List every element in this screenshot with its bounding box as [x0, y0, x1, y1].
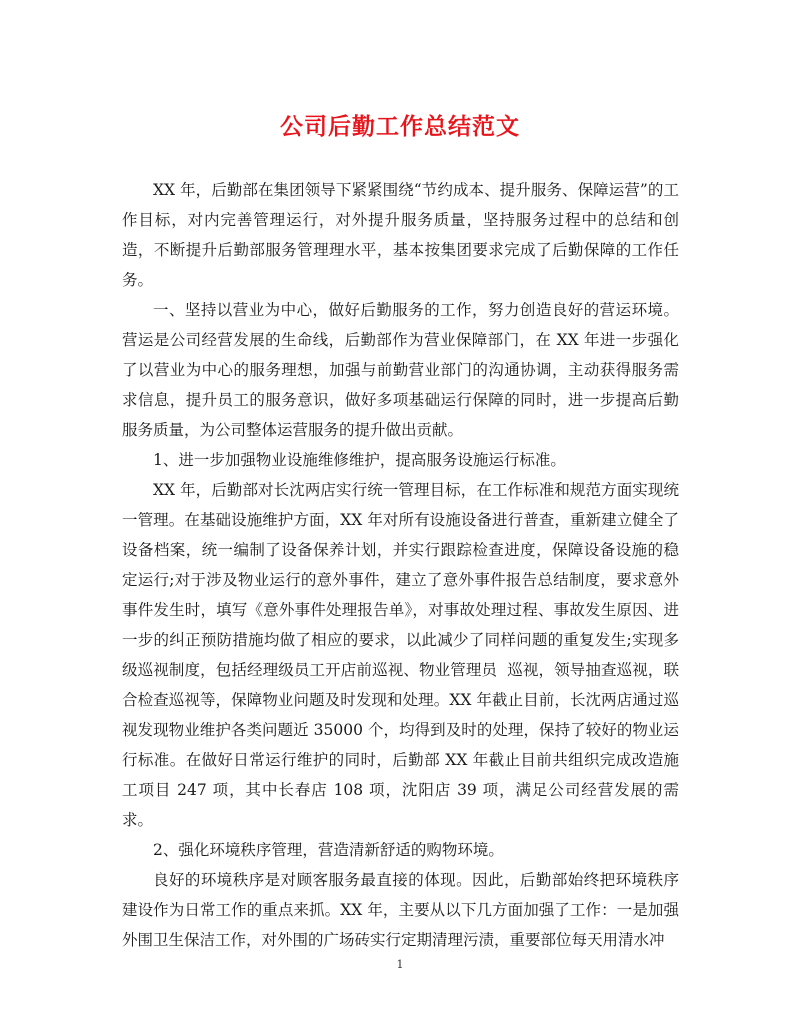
paragraph-environment-order: 良好的环境秩序是对顾客服务最直接的体现。因此，后勤部始终把环境秩序建设作为日常工作的重点来抓。XX 年，主要从以下几方面加强了工作：一是加强外围卫生保洁工作，对外围的广场砖实行定期清理污渍，重要部位每天用清水冲	[122, 871, 679, 949]
paragraph-facility-maintenance: XX 年，后勤部对长沈两店实行统一管理目标，在工作标准和规范方面实现统一管理。在基础设施维护方面，XX 年对所有设施设备进行普查，重新建立健全了设备档案，统一编制了设备保养计划，并实行跟踪检查进度，保障设备设施的稳定运行;对于涉及物业运行的意外事件，建立了意外事件报告总结制度，要求意外事件发生时，填写《意外事件处理报告单》，对事故处理过程、事故发生原因、进一步的纠正预防措施均做了相应的要求，以此减少了同样问题的重复发生;实现多级巡视制度，包括经理级员工开店前巡视、物业管理员 巡视，领导抽查巡视，联合检查巡视等，保障物业问题及时发现和处理。XX 年截止目前，长沈两店通过巡视发现物业维护各类问题近 35000 个，均得到及时的处理，保持了较好的物业运行标准。在做好日常运行维护的同时，后勤部 XX 年截止目前共组织完成改造施工项目 247 项，其中长春店 108 项，沈阳店 39 项，满足公司经营发展的需求。	[122, 481, 679, 829]
paragraph-section-1-heading: 一、坚持以营业为中心，做好后勤服务的工作，努力创造良好的营运环境。营运是公司经营发展的生命线，后勤部作为营业保障部门，在 XX 年进一步强化了以营业为中心的服务理想，加强与前勤营业部门的沟通协调，主动获得服务需求信息，提升员工的服务意识，做好多项基础运行保障的同时，进一步提高后勤服务质量，为公司整体运营服务的提升做出贡献。	[122, 301, 679, 439]
page-number: 1	[396, 958, 404, 971]
paragraph-subsection-1: 1、进一步加强物业设施维修维护，提高服务设施运行标准。	[153, 451, 566, 469]
document-title: 公司后勤工作总结范文	[280, 113, 520, 140]
paragraph-subsection-2: 2、强化环境秩序管理，营造清新舒适的购物环境。	[153, 841, 504, 859]
document-body	[122, 175, 679, 955]
paragraph-intro: XX 年，后勤部在集团领导下紧紧围绕“节约成本、提升服务、保障运营”的工作目标，对内完善管理运行，对外提升服务质量，坚持服务过程中的总结和创造，不断提升后勤部服务管理理水平，基本按集团要求完成了后勤保障的工作任务。	[122, 181, 679, 289]
